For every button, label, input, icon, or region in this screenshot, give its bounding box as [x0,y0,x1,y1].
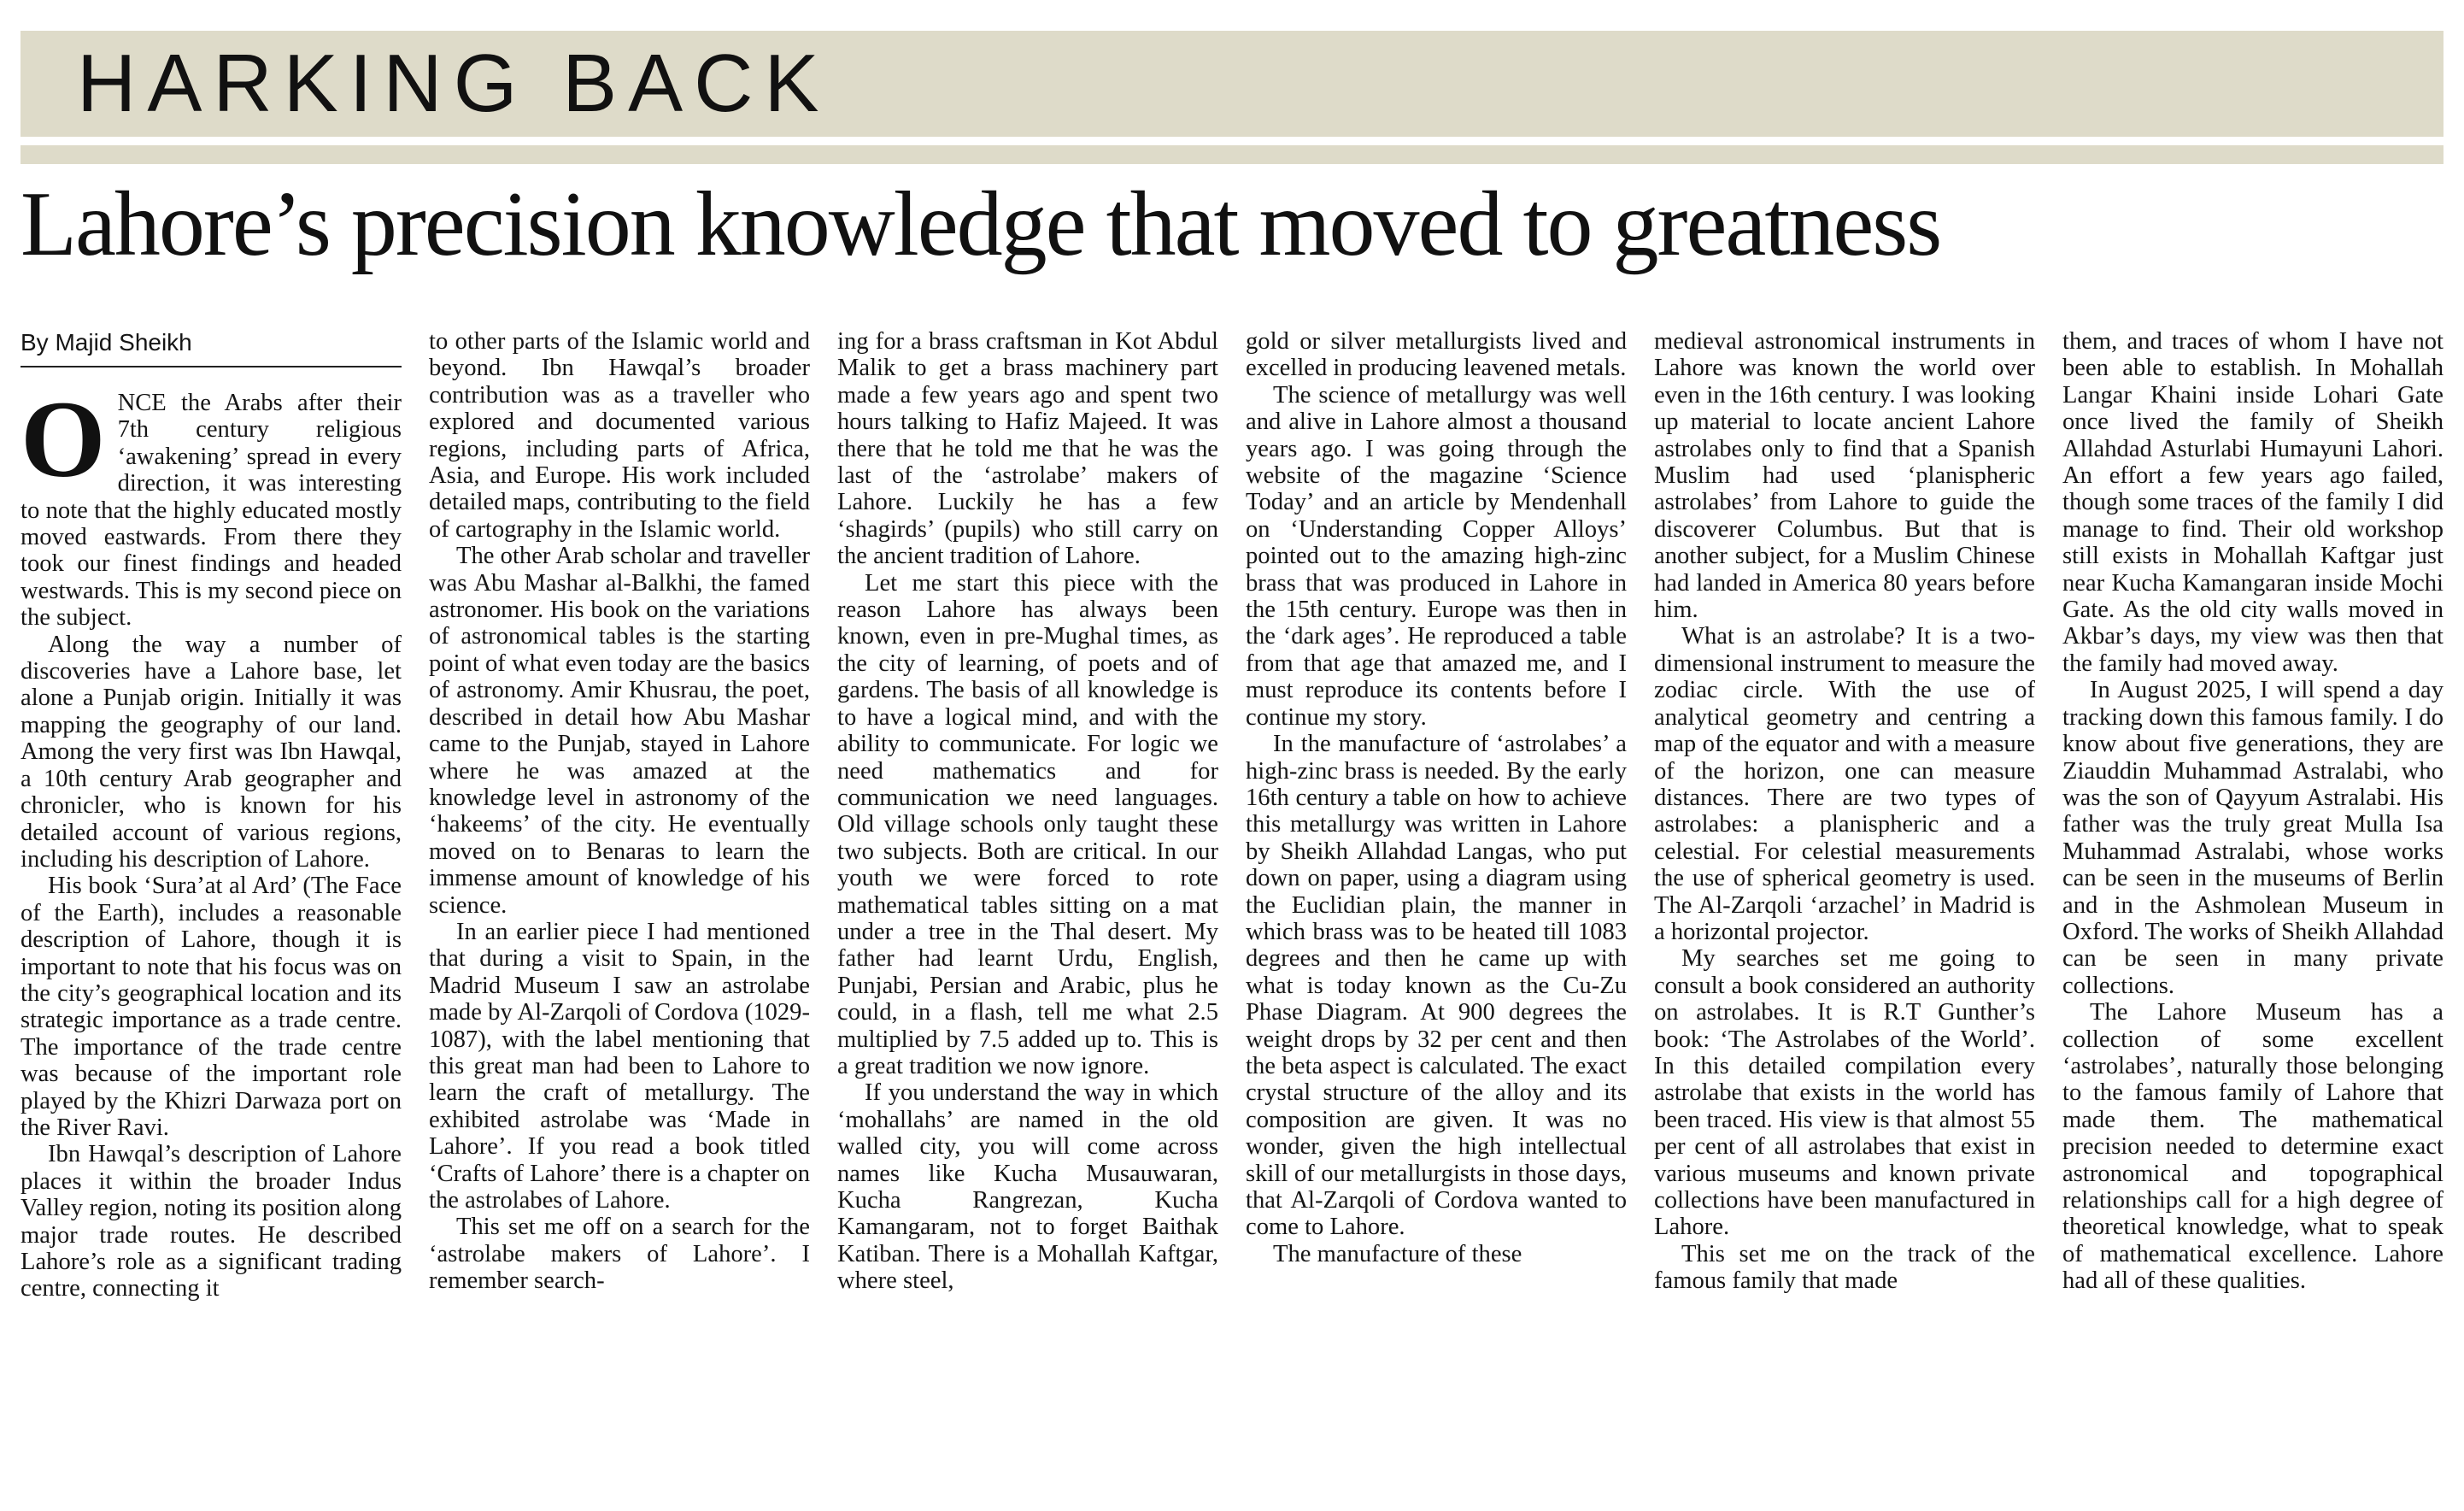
paragraph: Along the way a number of discoveries have a Lahore base, let alone a Punjab origin. Initially it was mapping the geography of our land. Among the very first was Ibn Hawqal, a 10th century Arab geographer and chronicler, who is known for his detailed account of various regions, including his description of Lahore. [21,631,402,873]
paragraph: NCE the Arabs after their 7th century religious ‘awakening’ spread in every direction, it was interesting to note that the highly educated mostly moved eastwards. From there they took our finest findings and headed westwards. This is my second piece on the subject. [21,390,402,632]
paragraph: Ibn Hawqal’s description of Lahore places it within the broader Indus Valley region, noting its position along major trade routes. He described Lahore’s role as a significant trading centre, connecting it [21,1141,402,1302]
section-title: HARKING BACK [77,38,830,129]
paragraph: Let me start this piece with the reason Lahore has always been known, even in pre-Mughal times, as the city of learning, of poets and of gardens. The basis of all knowledge is to have a logical mind, and with the ability to communicate. For logic we need mathematics and for communication we need languages. Old village schools only taught these two subjects. Both are critical. In our youth we were forced to rote mathematical tables sitting on a mat under a tree in the Thal desert. My father had learnt Urdu, English, Punjabi, Persian and Arabic, plus he could, in a flash, tell me what 2.5 multiplied by 7.5 added up to. This is a great tradition we now ignore. [837,569,1218,1079]
paragraph: If you understand the way in which ‘mohallahs’ are named in the old walled city, you will come across names like Kucha Musauwaran, Kucha Rangrezan, Kucha Kamangaram, not to forget Baithak Katiban. There is a Mohallah Kaftgar, where steel, [837,1079,1218,1295]
column-5 [1654,328,2035,1501]
paragraph: The Lahore Museum has a collection of some excellent ‘astrolabes’, naturally those belonging to the famous family of Lahore that made them. The mathematical precision needed to determine exact astronomical and topographical relationships call for a high degree of theoretical knowledge, what to speak of mathematical excellence. Lahore had all of these qualities. [2062,999,2443,1295]
column-3 [837,328,1218,1501]
paragraph: The manufacture of these [1273,1240,1522,1267]
section-header-band [21,31,2443,137]
paragraph: them, and traces of whom I have not been able to establish. In Mohallah Langar Khaini inside Lohari Gate once lived the family of Sheikh Allahdad Asturlabi Humayuni Lahori. An effort a few years ago failed, though some traces of the family I did manage to find. Their old workshop still exists in Mohallah Kaftgar just near Kucha Kamangaran inside Mochi Gate. As the old city walls moved in Akbar’s days, my view was then that the family had moved away. [2062,328,2443,677]
paragraph: In the manufacture of ‘astrolabes’ a high-zinc brass is needed. By the early 16th century a table on how to achieve this metallurgy was written in Lahore by Sheikh Allahdad Langas, who put down on paper, using a diagram using the Euclidian plain, the manner in which brass was to be heated till 1083 degrees and then he came up with what is today known as the Cu-Zu Phase Diagram. At 900 degrees the weight drops by 32 per cent and then the beta aspect is calculated. The exact crystal structure of the alloy and its composition are given. It was no wonder, given the high intellectual skill of our metallurgists in those days, that Al-Zarqoli of Cordova wanted to come to Lahore. [1246,731,1627,1241]
header-rule [21,145,2443,164]
paragraph: to other parts of the Islamic world and beyond. Ibn Hawqal’s broader contribution was as a traveller who explored and documented various regions, including parts of Africa, Asia, and Europe. His work included detailed maps, contributing to the field of cartography in the Islamic world. [429,328,810,543]
paragraph: In August 2025, I will spend a day tracking down this famous family. I do know about five generations, they are Ziauddin Muhammad Astralabi, who was the son of Qayyum Astralabi. His father was the truly great Mulla Isa Muhammad Astralabi, whose works can be seen in the museums of Berlin and in the Ashmolean Museum in Oxford. The works of Sheikh Allahdad can be seen in many private collections. [2062,677,2443,999]
article-headline: Lahore’s precision knowledge that moved to greatness [21,173,1941,275]
paragraph: This set me off on a search for the ‘astrolabe makers of Lahore’. I remember search- [429,1214,810,1295]
column-2 [429,328,810,1501]
paragraph: In an earlier piece I had mentioned that during a visit to Spain, in the Madrid Museum I saw an astrolabe made by Al-Zarqoli of Cordova (1029-1087), with the label mentioning that this great man had been to Lahore to learn the craft of metallurgy. The exhibited astrolabe was ‘Made in Lahore’. If you read a book titled ‘Crafts of Lahore’ there is a chapter on the astrolabes of Lahore. [429,918,810,1214]
paragraph: The science of metallurgy was well and alive in Lahore almost a thousand years ago. I was going through the website of the magazine ‘Science Today’ and an article by Mendenhall on ‘Understanding Copper Alloys’ pointed out to the amazing high-zinc brass that was produced in Lahore in the 15th century. Europe was then in the ‘dark ages’. He reproduced a table from that age that amazed me, and I must reproduce its contents before I continue my story. [1246,381,1627,731]
article-body [21,321,2443,1502]
paragraph: The other Arab scholar and traveller was Abu Mashar al-Balkhi, the famed astronomer. His book on the variations of astronomical tables is the starting point of what even today are the basics of astronomy. Amir Khusrau, the poet, described in detail how Abu Mashar came to the Punjab, stayed in Lahore where he was amazed at the knowledge level in astronomy of the ‘hakeems’ of the city. He eventually moved on to Benaras to learn the immense amount of knowledge of his science. [429,543,810,919]
paragraph: His book ‘Sura’at al Ard’ (The Face of the Earth), includes a reasonable description of Lahore, though it is important to note that his focus was on the city’s geographical location and its strategic importance as a trade centre. The importance of the trade centre was because of the important role played by the Khizri Darwaza port on the River Ravi. [21,873,402,1141]
paragraph: gold or silver metallurgists lived and excelled in producing leavened metals. [1246,328,1627,382]
drop-cap: O [21,379,106,500]
paragraph: My searches set me going to consult a book considered an authority on astrolabes. It is R.T Gunther’s book: ‘The Astrolabes of the World’. In this detailed compilation every astrolabe that exists in the world has been traced. His view is that almost 55 per cent of all astrolabes that exist in various museums and known private collections have been manufactured in Lahore. [1654,945,2035,1241]
paragraph: ing for a brass craftsman in Kot Abdul Malik to get a brass machinery part made a few years ago and spent two hours talking to Hafiz Majeed. It was there that he told me that he was the last of the ‘astrolabe’ makers of Lahore. Luckily he has a few ‘shagirds’ (pupils) who still carry on the ancient tradition of Lahore. [837,328,1218,570]
column-6 [2062,328,2443,1501]
byline: By Majid Sheikh [21,328,402,367]
paragraph: medieval astronomical instruments in Lahore was known the world over even in the 16th century. I was looking up material to locate ancient Lahore astrolabes only to find that a Spanish Muslim had used ‘planispheric astrolabes’ from Lahore to guide the discoverer Columbus. But that is another subject, for a Muslim Chinese had landed in America 80 years before him. [1654,328,2035,624]
column-1 [21,328,402,1501]
column-4 [1246,328,1627,1501]
paragraph: What is an astrolabe? It is a two-dimensional instrument to measure the zodiac circle. With the use of analytical geometry and centring a map of the equator and with a measure of the horizon, one can measure distances. There are two types of astrolabes: a planispheric and a celestial. For celestial measurements the use of spherical geometry is used. The Al-Zarqoli ‘arzachel’ in Madrid is a horizontal projector. [1654,623,2035,945]
paragraph: This set me on the track of the famous family that made [1654,1240,2035,1295]
